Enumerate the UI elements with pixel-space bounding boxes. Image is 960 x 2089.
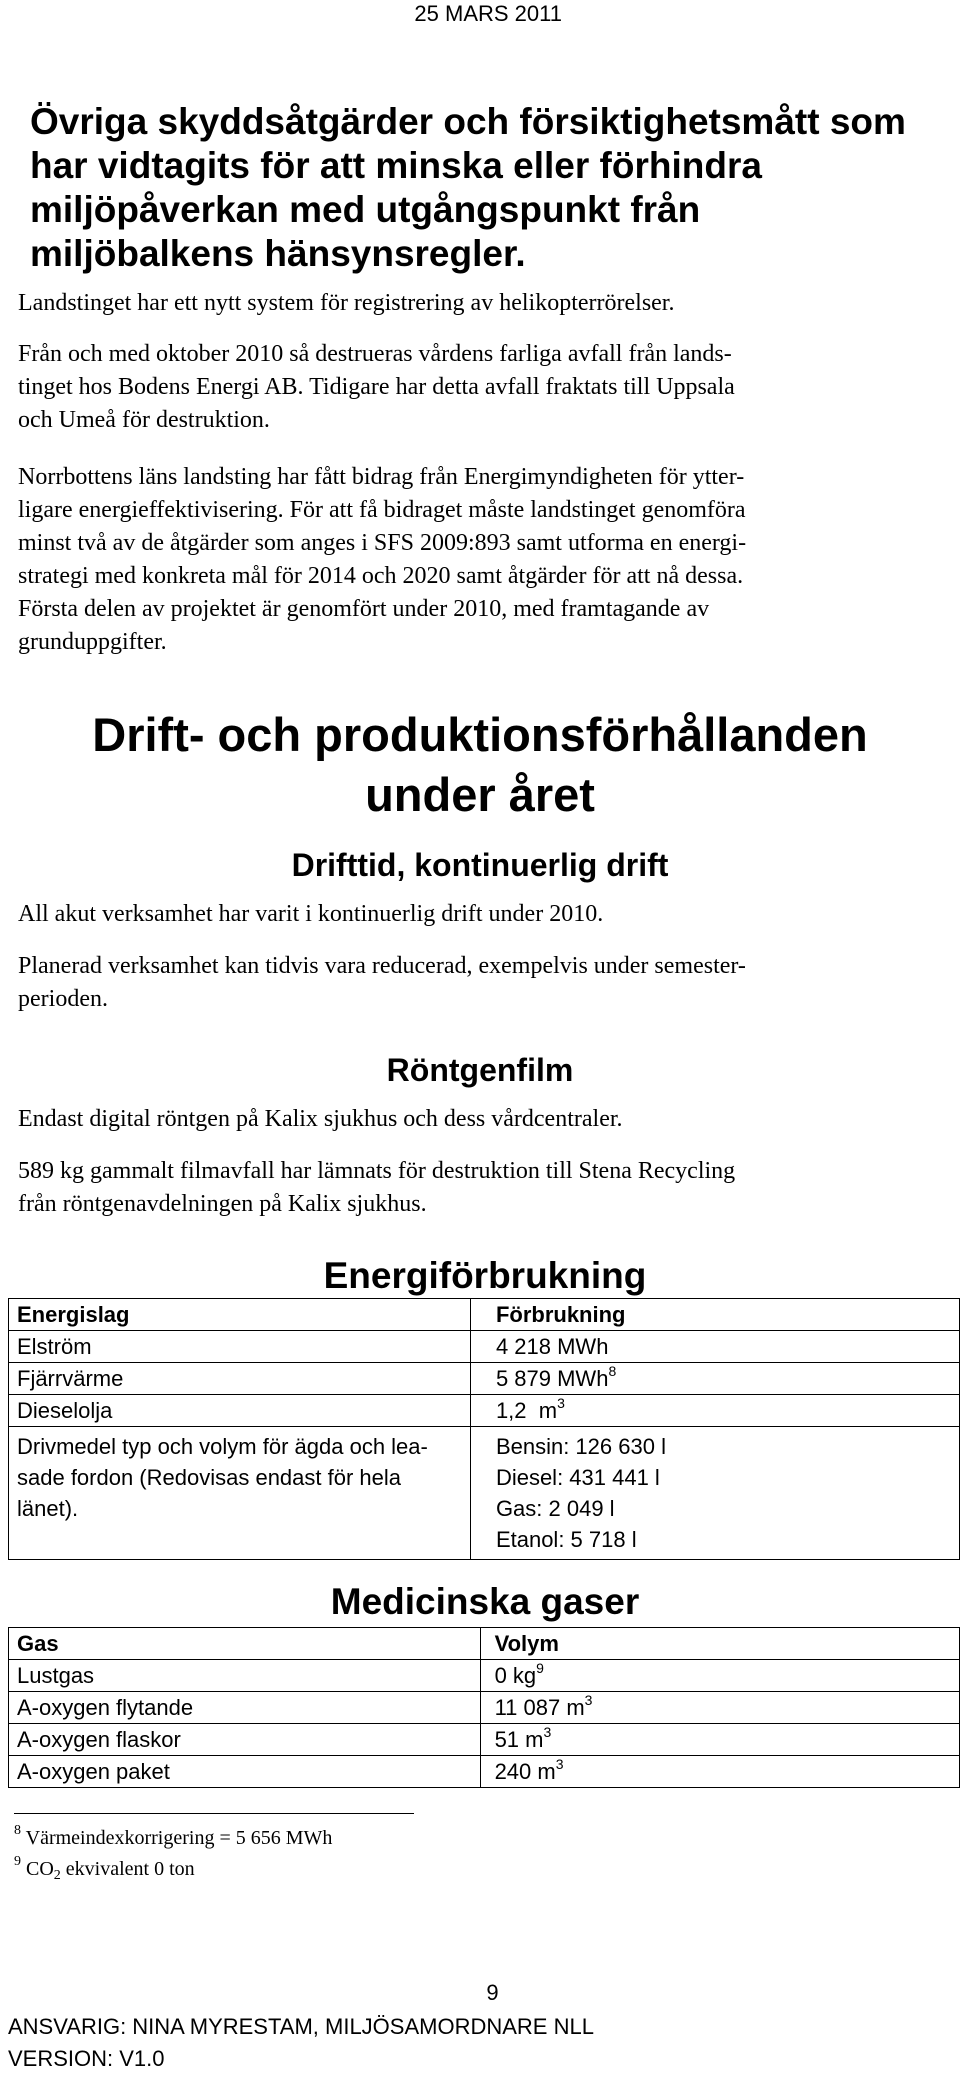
table-row (9, 1756, 960, 1788)
text-line: och Umeå för destruktion. (18, 407, 270, 433)
gas-label: Lustgas (9, 1660, 481, 1692)
gas-value (480, 1724, 959, 1756)
table-row (9, 1724, 960, 1756)
text-line: Etanol: 5 718 l (495, 1527, 637, 1552)
section-heading-operations (0, 705, 960, 825)
footer-version: VERSION: V1.0 (8, 2046, 165, 2071)
table-row (9, 1427, 960, 1560)
footnote-mark: 8 (14, 1823, 21, 1838)
text-line: Norrbottens läns landsting har fått bidrag från Energimyndigheten för ytter- (18, 464, 745, 490)
energy-value (470, 1363, 959, 1395)
value-text: 240 m (494, 1759, 556, 1784)
value-text: 5 879 MWh (495, 1366, 609, 1391)
energy-table (8, 1298, 960, 1560)
energy-value-fuel (470, 1427, 959, 1560)
table-header-row (9, 1299, 960, 1331)
gases-col2-header: Volym (480, 1628, 959, 1660)
text-line: Planerad verksamhet kan tidvis vara reducerad, exempelvis under semester- (18, 953, 746, 979)
text-line: Gas: 2 049 l (495, 1496, 615, 1521)
gas-label: A-oxygen flytande (9, 1692, 481, 1724)
footnote-mark: 9 (14, 1854, 21, 1869)
page-number: 9 (486, 1980, 499, 2005)
paragraph-helicopter: Landstinget har ett nytt system för registrering av helikopterrörelser. (18, 290, 675, 316)
text-line: sade fordon (Redovisas endast för hela (17, 1465, 402, 1490)
footnote-text: ekvivalent 0 ton (60, 1858, 195, 1880)
heading-line: miljöbalkens hänsynsregler. (30, 233, 526, 274)
unit-exponent: 3 (543, 1724, 552, 1740)
footnote-text: CO (26, 1858, 54, 1880)
table-header-row (9, 1628, 960, 1660)
value-text: 51 m (494, 1727, 544, 1752)
gas-label: A-oxygen paket (9, 1756, 481, 1788)
paragraph-continuous-operation: All akut verksamhet har varit i kontinuerlig drift under 2010. (18, 901, 604, 927)
subheading-operating-time: Drifttid, kontinuerlig drift (291, 847, 669, 883)
header-date: 25 MARS 2011 (414, 1, 562, 26)
value-text: 0 kg (494, 1663, 537, 1688)
gas-label: A-oxygen flaskor (9, 1724, 481, 1756)
footnote-text: Värmeindexkorrigering = 5 656 MWh (25, 1827, 333, 1849)
energy-col2-header: Förbrukning (470, 1299, 959, 1331)
text-line: länet). (17, 1496, 79, 1521)
value-text: 4 218 MWh (495, 1334, 609, 1359)
heading-line: miljöpåverkan med utgångspunkt från (30, 189, 701, 230)
text-line: Första delen av projektet är genomfört under 2010, med framtagande av (18, 596, 710, 622)
footnote-ref: 9 (536, 1660, 544, 1676)
unit-exponent: 3 (584, 1692, 593, 1708)
paragraph-film-waste (18, 1155, 948, 1221)
gases-table (8, 1627, 960, 1788)
subheading-xray-film: Röntgenfilm (386, 1052, 574, 1088)
heading-line: Övriga skyddsåtgärder och försiktighetsmått som (30, 101, 906, 142)
energy-label: Fjärrvärme (9, 1363, 471, 1395)
text-line: grunduppgifter. (18, 629, 167, 655)
energy-label: Elström (9, 1331, 471, 1363)
text-line: minst två av de åtgärder som anges i SFS 2009:893 samt utforma en energi- (18, 530, 747, 556)
table-row (9, 1331, 960, 1363)
heading-line: Drift- och produktionsförhållanden (92, 708, 868, 761)
text-line: Drivmedel typ och volym för ägda och lea- (17, 1434, 428, 1459)
gas-value (480, 1756, 959, 1788)
unit-exponent: 3 (557, 1395, 565, 1411)
footnote-subscript: 2 (53, 1868, 61, 1883)
heading-line: under året (365, 768, 595, 821)
table-row (9, 1692, 960, 1724)
section-heading-protective-measures (30, 100, 940, 276)
text-line: ligare energieffektivisering. För att få bidraget måste landstinget genomföra (18, 497, 746, 523)
text-line: tinget hos Bodens Energi AB. Tidigare har detta avfall fraktats till Uppsala (18, 374, 735, 400)
energy-col1-header: Energislag (9, 1299, 471, 1331)
text-line: perioden. (18, 986, 108, 1012)
text-line: Från och med oktober 2010 så destrueras vårdens farliga avfall från lands- (18, 341, 732, 367)
table-row (9, 1660, 960, 1692)
gas-value (480, 1692, 959, 1724)
text-line: från röntgenavdelningen på Kalix sjukhus. (18, 1191, 427, 1217)
gases-col1-header: Gas (9, 1628, 481, 1660)
paragraph-waste (18, 338, 948, 437)
footnote-8 (14, 1824, 332, 1852)
energy-label: Dieselolja (9, 1395, 471, 1427)
energy-table-heading: Energiförbrukning (323, 1255, 647, 1296)
value-text: 11 087 m (494, 1695, 585, 1720)
footnote-separator (14, 1813, 414, 1814)
energy-value (470, 1331, 959, 1363)
footer-responsible: ANSVARIG: NINA MYRESTAM, MILJÖSAMORDNARE NLL (8, 2014, 594, 2039)
footnote-9 (14, 1855, 195, 1883)
value-text: 1,2 m (495, 1398, 558, 1423)
table-row (9, 1395, 960, 1427)
gases-table-heading: Medicinska gaser (330, 1581, 640, 1622)
heading-line: har vidtagits för att minska eller förhindra (30, 145, 762, 186)
unit-exponent: 3 (555, 1756, 564, 1772)
paragraph-planned-operations (18, 950, 948, 1016)
text-line: strategi med konkreta mål för 2014 och 2020 samt åtgärder för att nå dessa. (18, 563, 744, 589)
energy-value (470, 1395, 959, 1427)
paragraph-digital-xray: Endast digital röntgen på Kalix sjukhus och dess vårdcentraler. (18, 1106, 623, 1132)
text-line: Bensin: 126 630 l (495, 1434, 666, 1459)
paragraph-energy-efficiency (18, 461, 948, 659)
text-line: 589 kg gammalt filmavfall har lämnats för destruktion till Stena Recycling (18, 1158, 736, 1184)
footnote-ref: 8 (608, 1363, 617, 1379)
gas-value (480, 1660, 959, 1692)
text-line: Diesel: 431 441 l (495, 1465, 660, 1490)
table-row (9, 1363, 960, 1395)
energy-label-fuel (9, 1427, 471, 1560)
